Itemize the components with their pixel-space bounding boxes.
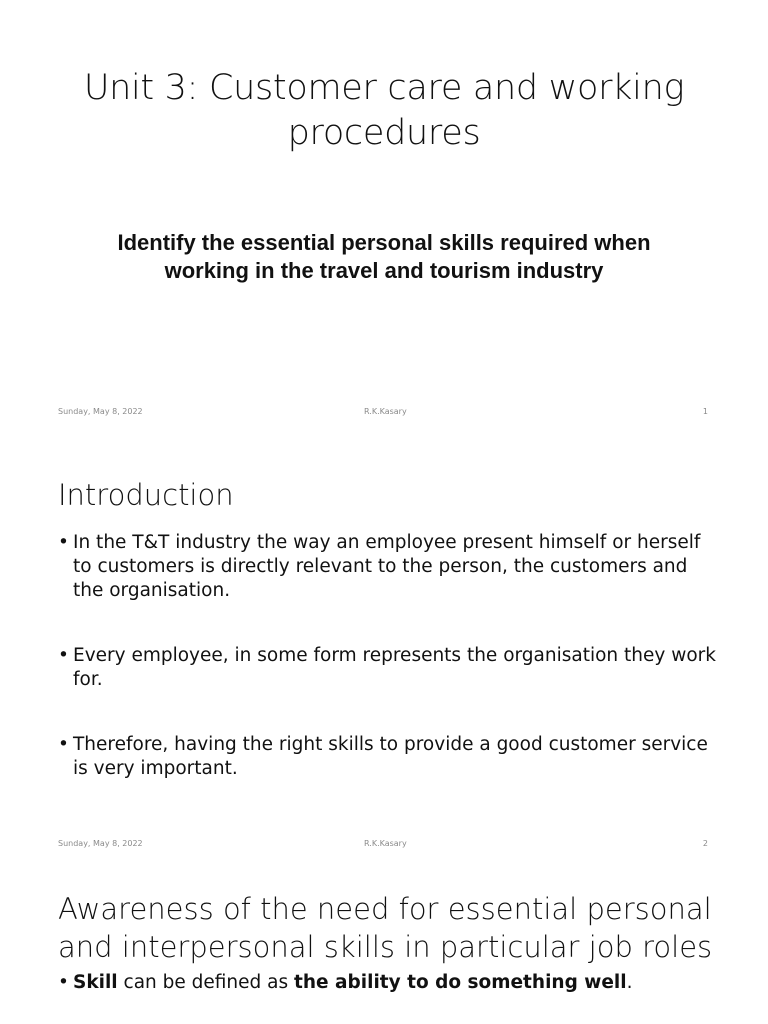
slide-1 [0, 0, 768, 432]
bullet-end: . [626, 972, 633, 993]
bullet-item [58, 971, 718, 995]
slide-footer [58, 406, 710, 418]
slide-heading: Introduction [58, 478, 234, 512]
slide-3 [0, 864, 768, 1024]
slide-subtitle: Identify the essential personal skills required when working in the travel and tourism industry [117, 230, 651, 283]
bullet-text: Every employee, in some form represents the organisation they work for. [73, 645, 716, 690]
bullet-text: Therefore, having the right skills to provide a good customer service is very important. [73, 734, 708, 779]
slide-heading: Awareness of the need for essential personal and interpersonal skills in particular job roles [58, 892, 713, 964]
slide-title: Unit 3: Customer care and working procedures [83, 68, 685, 153]
bullet-marker: • [58, 645, 69, 666]
bullet-marker: • [58, 532, 69, 553]
bullet-list [58, 971, 718, 995]
bullet-item [58, 531, 718, 603]
slide-footer [58, 838, 710, 850]
bullet-text: In the T&T industry the way an employee present himself or herself to customers is directly relevant to the person, the customers and the organisation. [73, 532, 701, 601]
bullet-text: can be defined as [117, 972, 295, 993]
footer-author: R.K.Kasary [364, 407, 407, 416]
footer-date: Sunday, May 8, 2022 [58, 407, 143, 416]
bullet-marker: • [58, 734, 69, 755]
slide-2 [0, 432, 768, 864]
bullet-item [58, 733, 718, 781]
bullet-list [58, 531, 718, 781]
skill-term: Skill [73, 972, 118, 993]
footer-date: Sunday, May 8, 2022 [58, 839, 143, 848]
footer-page-number: 1 [702, 407, 708, 416]
footer-page-number: 2 [702, 839, 708, 848]
skill-definition: the ability to do something well [294, 972, 627, 993]
bullet-item [58, 644, 718, 692]
bullet-marker: • [58, 972, 69, 993]
footer-author: R.K.Kasary [364, 839, 407, 848]
